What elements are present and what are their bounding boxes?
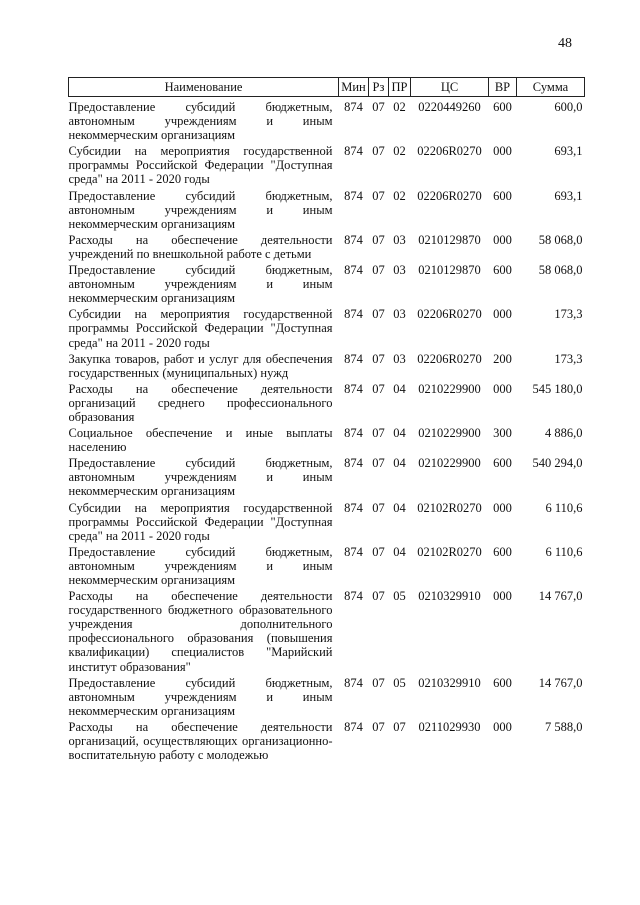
header-cs: ЦС [411, 78, 489, 97]
row-sum: 14 767,0 [538, 675, 583, 690]
row-vr: 000 [493, 719, 512, 734]
row-cs: 0220449260 [418, 100, 481, 114]
row-vr: 000 [493, 381, 512, 396]
row-min: 874 [344, 144, 363, 159]
row-sum: 58 068,0 [538, 232, 583, 247]
row-name: Закупка товаров, работ и услуг для обеспечения государственных (муниципальных) нужд [68, 351, 333, 380]
row-pr: 04 [393, 381, 406, 396]
row-pr: 04 [393, 426, 406, 441]
row-sum: 6 110,6 [545, 500, 583, 515]
table-row [69, 589, 585, 676]
table-body [69, 97, 585, 765]
table-row [69, 720, 585, 764]
row-vr: 000 [493, 307, 512, 322]
table-row [69, 263, 585, 307]
row-min: 874 [344, 589, 363, 604]
row-min: 874 [344, 456, 363, 471]
row-sum: 173,3 [554, 351, 583, 366]
row-rz: 07 [372, 263, 385, 278]
row-cs: 02206R0270 [417, 351, 482, 366]
row-name: Расходы на обеспечение деятельности учреждений по внешкольной работе с детьми [68, 232, 333, 261]
row-pr: 03 [393, 351, 406, 366]
table-row [69, 426, 585, 456]
row-pr: 05 [393, 589, 406, 604]
header-min: Мин [339, 78, 369, 97]
header-vr: ВР [489, 78, 517, 97]
row-cs: 0210229900 [418, 456, 481, 471]
table-header-row [69, 78, 585, 97]
row-pr: 07 [393, 719, 406, 734]
table-row [69, 456, 585, 500]
row-min: 874 [344, 263, 363, 278]
row-name: Субсидии на мероприятия государственной программы Российской Федерации "Доступная среда" на 2011 - 2020 годы [68, 144, 333, 187]
row-vr: 600 [493, 188, 512, 203]
header-sum: Сумма [517, 78, 585, 97]
row-min: 874 [344, 719, 363, 734]
row-rz: 07 [372, 426, 385, 441]
row-name: Предоставление субсидий бюджетным, автономным учреждениям и иным некоммерческим организациям [68, 456, 333, 499]
row-rz: 07 [372, 100, 385, 114]
row-pr: 02 [393, 188, 406, 203]
table-row [69, 307, 585, 351]
row-min: 874 [344, 381, 363, 396]
row-rz: 07 [372, 719, 385, 734]
row-rz: 07 [372, 144, 385, 159]
row-rz: 07 [372, 500, 385, 515]
row-vr: 000 [493, 232, 512, 247]
page-number: 48 [558, 36, 572, 51]
row-min: 874 [344, 351, 363, 366]
row-rz: 07 [372, 544, 385, 559]
row-vr: 600 [493, 675, 512, 690]
row-rz: 07 [372, 307, 385, 322]
row-name: Расходы на обеспечение деятельности организаций, осуществляющих организационно-воспитательную работу с молодежью [68, 719, 333, 763]
row-rz: 07 [372, 232, 385, 247]
row-pr: 02 [393, 144, 406, 159]
table-row [69, 676, 585, 720]
row-pr: 03 [393, 307, 406, 322]
row-sum: 173,3 [554, 307, 583, 322]
row-cs: 02206R0270 [417, 188, 482, 203]
row-name: Предоставление субсидий бюджетным, автономным учреждениям и иным некоммерческим организациям [68, 100, 333, 143]
row-name: Предоставление субсидий бюджетным, автономным учреждениям и иным некоммерческим организациям [68, 544, 333, 587]
row-rz: 07 [372, 351, 385, 366]
row-rz: 07 [372, 188, 385, 203]
row-pr: 04 [393, 544, 406, 559]
row-name: Расходы на обеспечение деятельности государственного бюджетного образовательного учреждения дополнительного профессионального образования (повышения квалификации) специалистов "Марийский институт образования" [68, 589, 333, 674]
row-vr: 600 [493, 263, 512, 278]
row-cs: 0210329910 [418, 675, 481, 690]
row-name: Предоставление субсидий бюджетным, автономным учреждениям и иным некоммерческим организациям [68, 263, 333, 306]
row-name: Предоставление субсидий бюджетным, автономным учреждениям и иным некоммерческим организациям [68, 675, 333, 718]
table-row [69, 144, 585, 188]
row-sum: 540 294,0 [532, 456, 583, 471]
row-name: Субсидии на мероприятия государственной программы Российской Федерации "Доступная среда" на 2011 - 2020 годы [68, 307, 333, 350]
row-vr: 600 [493, 100, 512, 114]
row-cs: 0210229900 [418, 381, 481, 396]
row-min: 874 [344, 100, 363, 114]
row-cs: 02102R0270 [417, 500, 482, 515]
row-cs: 0210229900 [418, 426, 481, 441]
row-cs: 0211029930 [418, 719, 481, 734]
row-pr: 03 [393, 263, 406, 278]
table-row [69, 501, 585, 545]
budget-table [68, 77, 585, 764]
row-vr: 200 [493, 351, 512, 366]
row-sum: 693,1 [554, 144, 583, 159]
row-sum: 693,1 [554, 188, 583, 203]
row-name: Субсидии на мероприятия государственной программы Российской Федерации "Доступная среда" на 2011 - 2020 годы [68, 500, 333, 543]
row-rz: 07 [372, 675, 385, 690]
row-sum: 6 110,6 [545, 544, 583, 559]
row-min: 874 [344, 307, 363, 322]
row-sum: 14 767,0 [538, 589, 583, 604]
row-vr: 600 [493, 456, 512, 471]
row-rz: 07 [372, 589, 385, 604]
row-vr: 000 [493, 144, 512, 159]
row-name: Расходы на обеспечение деятельности организаций среднего профессионального образования [68, 381, 333, 424]
row-sum: 58 068,0 [538, 263, 583, 278]
row-cs: 0210129870 [418, 232, 481, 247]
table-row [69, 97, 585, 145]
row-pr: 05 [393, 675, 406, 690]
table-row [69, 233, 585, 263]
row-vr: 600 [493, 544, 512, 559]
row-min: 874 [344, 232, 363, 247]
row-cs: 02206R0270 [417, 144, 482, 159]
table-row [69, 352, 585, 382]
row-cs: 0210329910 [418, 589, 481, 604]
row-cs: 02206R0270 [417, 307, 482, 322]
header-rz: Рз [369, 78, 389, 97]
row-min: 874 [344, 500, 363, 515]
table-row [69, 545, 585, 589]
row-cs: 0210129870 [418, 263, 481, 278]
row-vr: 000 [493, 500, 512, 515]
row-sum: 600,0 [554, 100, 583, 114]
row-vr: 300 [493, 426, 512, 441]
row-min: 874 [344, 188, 363, 203]
row-cs: 02102R0270 [417, 544, 482, 559]
row-pr: 04 [393, 500, 406, 515]
row-name: Предоставление субсидий бюджетным, автономным учреждениям и иным некоммерческим организациям [68, 188, 333, 231]
row-pr: 03 [393, 232, 406, 247]
row-pr: 04 [393, 456, 406, 471]
row-min: 874 [344, 426, 363, 441]
table-row [69, 382, 585, 426]
row-rz: 07 [372, 381, 385, 396]
row-sum: 7 588,0 [545, 719, 583, 734]
row-vr: 000 [493, 589, 512, 604]
row-min: 874 [344, 675, 363, 690]
row-sum: 4 886,0 [545, 426, 583, 441]
row-min: 874 [344, 544, 363, 559]
table-row [69, 189, 585, 233]
header-name: Наименование [69, 78, 339, 97]
row-name: Социальное обеспечение и иные выплаты населению [68, 426, 333, 455]
row-sum: 545 180,0 [532, 381, 583, 396]
row-pr: 02 [393, 100, 406, 114]
header-pr: ПР [389, 78, 411, 97]
row-rz: 07 [372, 456, 385, 471]
